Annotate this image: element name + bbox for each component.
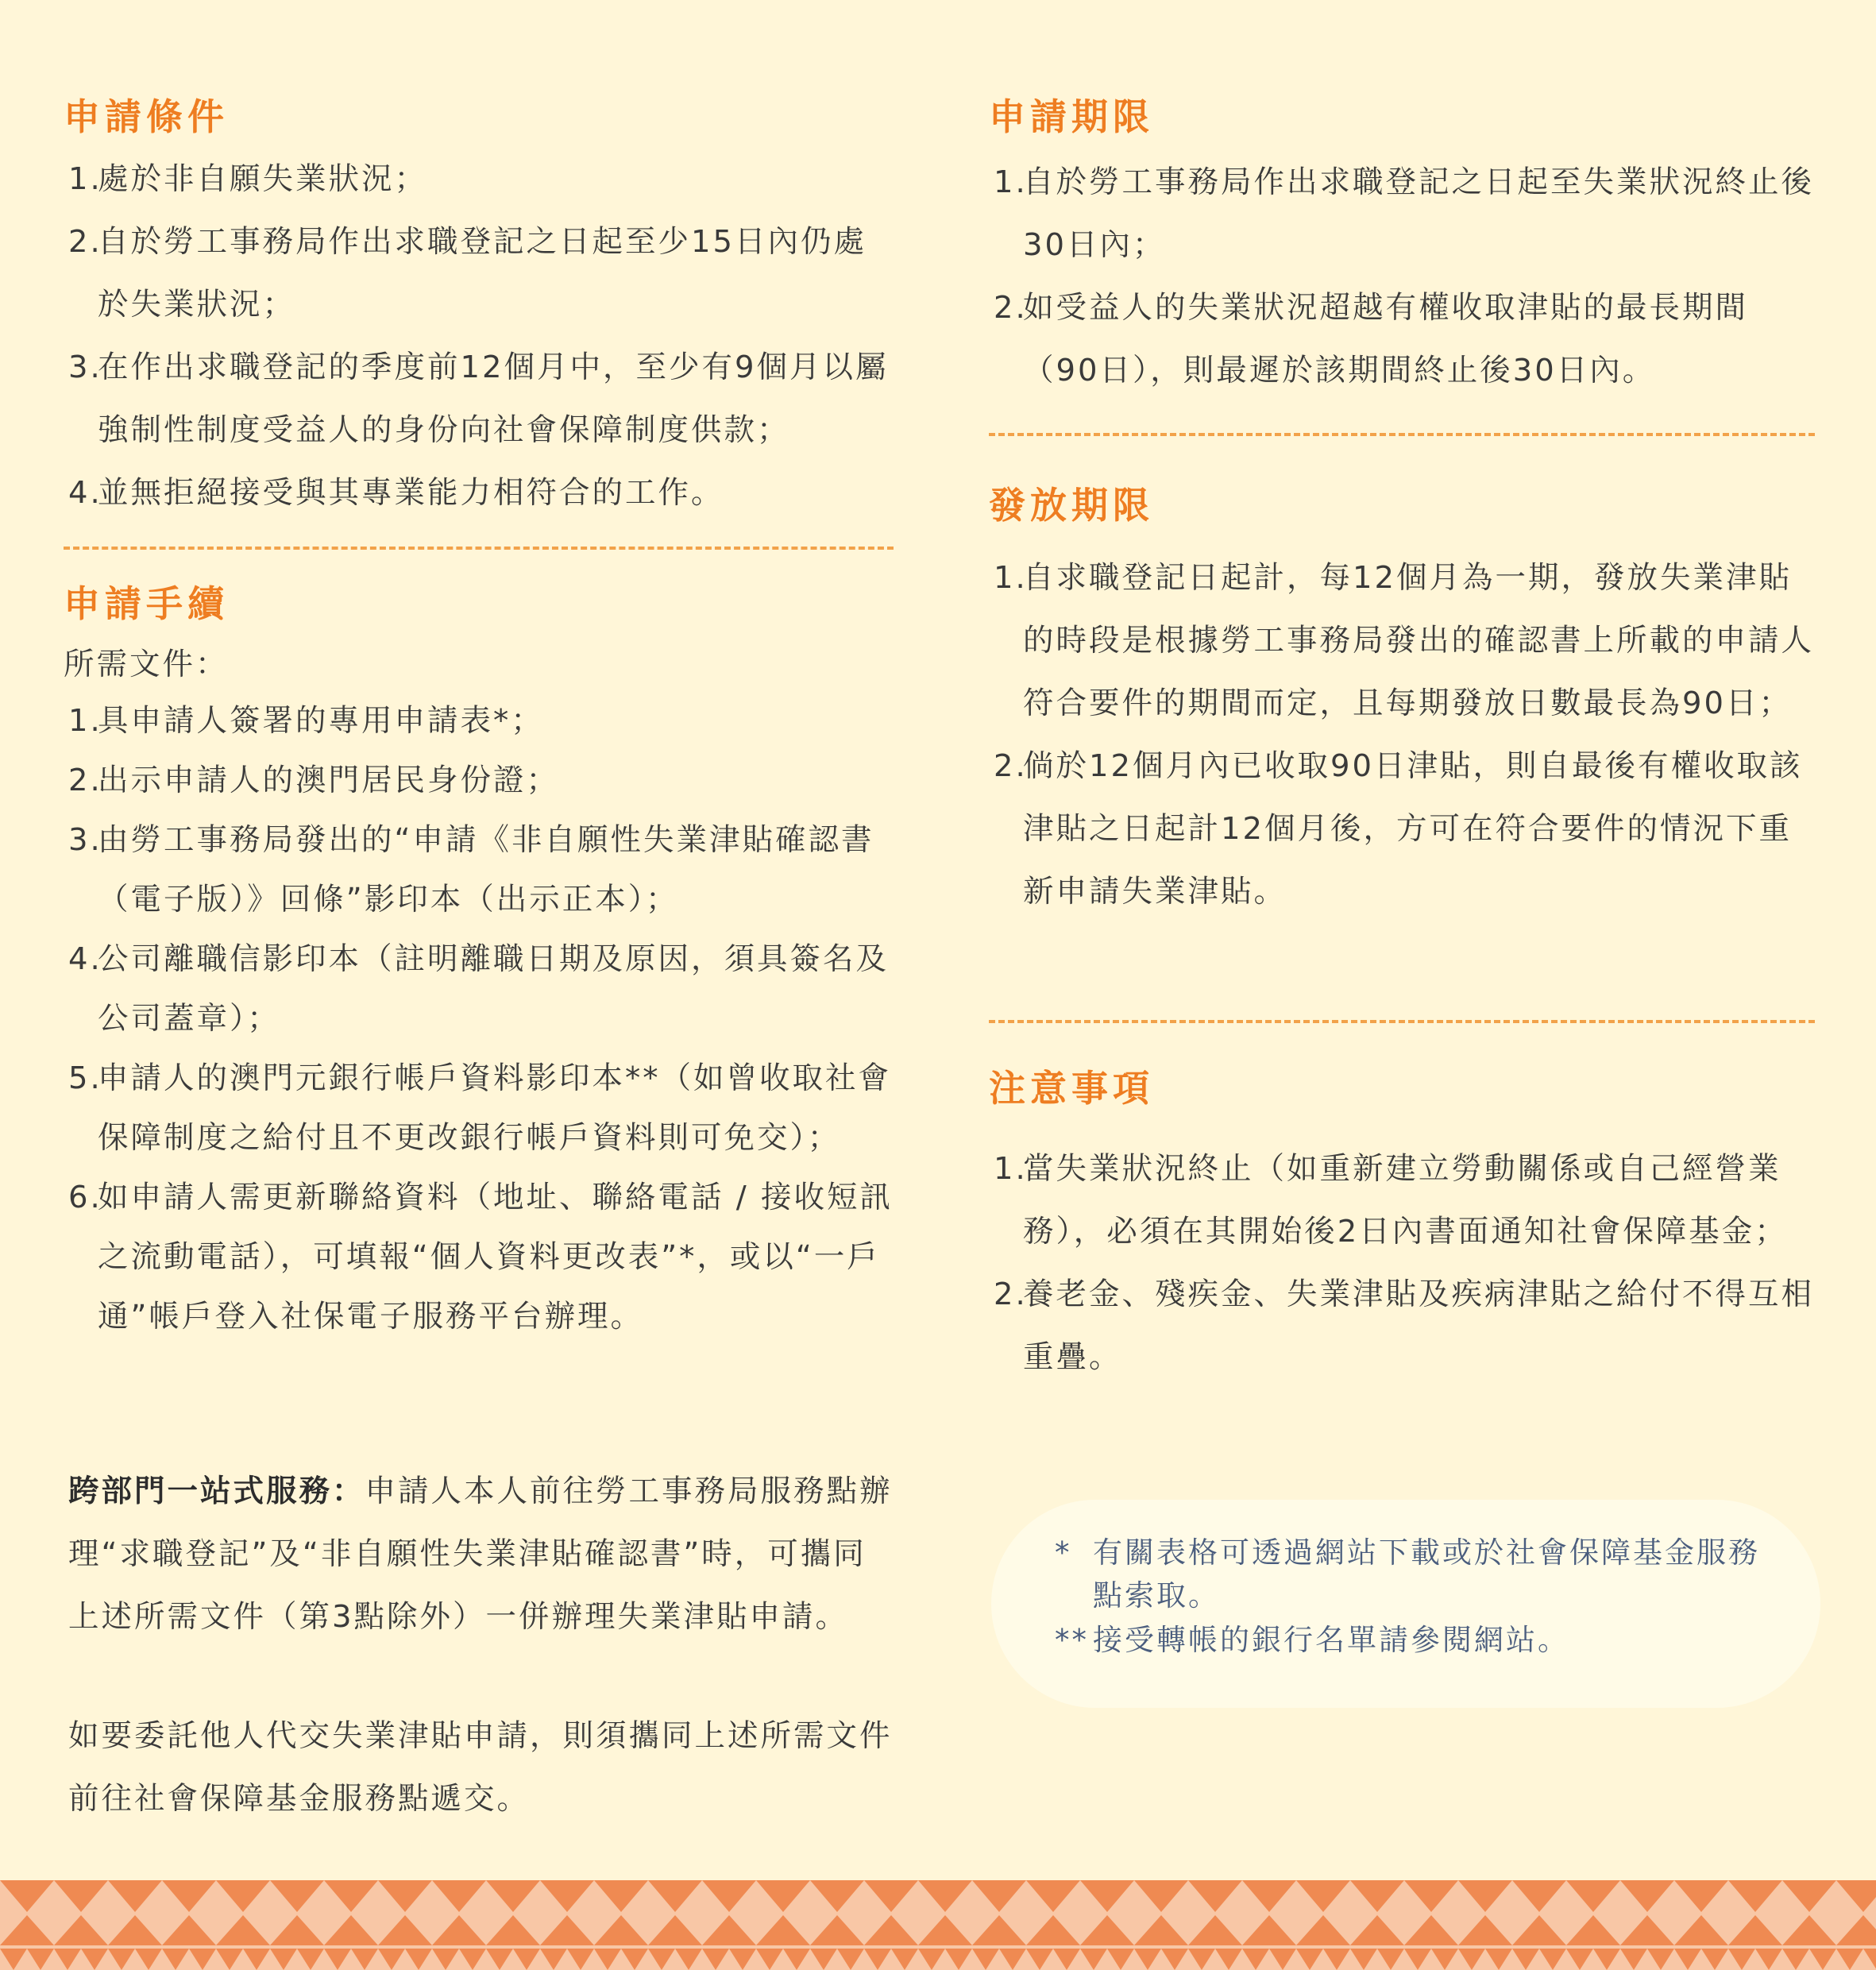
notes-heading: 注意事項	[989, 1067, 1154, 1110]
conditions-list	[64, 148, 894, 524]
list-item: 2. 出示申請人的澳門居民身份證；	[68, 763, 560, 798]
list-item: 2. 如受益人的失業狀況超越有權收取津貼的最長期間（90日），則最遲於該期間終止後30日內。	[994, 290, 1749, 388]
section-divider	[64, 547, 894, 550]
delegate-paragraph: 如要委託他人代交失業津貼申請，則須攜同上述所需文件前往社會保障基金服務點遞交。	[68, 1718, 893, 1817]
section-divider	[989, 1020, 1815, 1023]
decorative-triangle-border	[0, 1880, 1876, 1970]
list-item: 2. 倘於12個月內已收取90日津貼，則自最後有權收取該津貼之日起計12個月後，方可在符合要件的情況下重新申請失業津貼。	[994, 748, 1803, 910]
conditions-heading: 申請條件	[64, 95, 229, 138]
payment-heading: 發放期限	[989, 484, 1154, 527]
list-item: 5. 申請人的澳門元銀行帳戶資料影印本**（如曾收取社會保障制度之給付且不更改銀行帳戶資料則可免交）；	[68, 1060, 892, 1156]
list-item: 1. 處於非自願失業狀況；	[68, 161, 428, 197]
list-item: 2. 養老金、殘疾金、失業津貼及疾病津貼之給付不得互相重疊。	[994, 1277, 1815, 1375]
one-stop-service-label: 跨部門一站式服務：	[68, 1474, 365, 1509]
section-divider	[989, 433, 1815, 436]
list-item: 3. 由勞工事務局發出的“申請《非自願性失業津貼確認書（電子版）》回條”影印本（出示正本）；	[68, 822, 874, 917]
list-item: 6. 如申請人需更新聯絡資料（地址、聯絡電話 / 接收短訊之流動電話），可填報“個人資料更改表”*，或以“一戶通”帳戶登入社保電子服務平台辦理。	[68, 1180, 893, 1335]
procedure-heading: 申請手續	[64, 582, 229, 625]
list-item: 1. 當失業狀況終止（如重新建立勞動關係或自己經營業務），必須在其開始後2日內書面通知社會保障基金；	[994, 1151, 1788, 1250]
list-item: 1. 自求職登記日起計，每12個月為一期，發放失業津貼的時段是根據勞工事務局發出的確認書上所載的申請人符合要件的期間而定，且每期發放日數最長為90日；	[994, 560, 1815, 721]
footnote-forms: * 有關表格可透過網站下載或於社會保障基金服務點索取。	[1055, 1535, 1760, 1613]
list-item: 3. 在作出求職登記的季度前12個月中，至少有9個月以屬強制性制度受益人的身份向社會保障制度供款；	[68, 350, 889, 448]
list-item: 1. 自於勞工事務局作出求職登記之日起至失業狀況終止後30日內；	[994, 164, 1815, 263]
deadline-heading: 申請期限	[989, 95, 1154, 138]
list-item: 2. 自於勞工事務局作出求職登記之日起至少15日內仍處於失業狀況；	[68, 224, 867, 323]
payment-list	[989, 547, 1815, 923]
notes-list	[989, 1138, 1815, 1389]
list-item: 4. 並無拒絕接受與其專業能力相符合的工作。	[68, 475, 724, 511]
footnote-box	[991, 1500, 1820, 1708]
required-documents-label: 所需文件：	[64, 647, 229, 682]
deadline-list	[989, 151, 1815, 402]
footnote-banks: ** 接受轉帳的銀行名單請參閱網站。	[1055, 1623, 1569, 1657]
one-stop-service-paragraph: 跨部門一站式服務：申請人本人前往勞工事務局服務點辦理“求職登記”及“非自願性失業津貼確認書”時，可攜同上述所需文件（第3點除外）一併辦理失業津貼申請。	[68, 1474, 893, 1635]
list-item: 1. 具申請人簽署的專用申請表*；	[68, 703, 544, 739]
procedure-list	[64, 691, 894, 1346]
list-item: 4. 公司離職信影印本（註明離職日期及原因，須具簽名及公司蓋章）；	[68, 941, 890, 1037]
